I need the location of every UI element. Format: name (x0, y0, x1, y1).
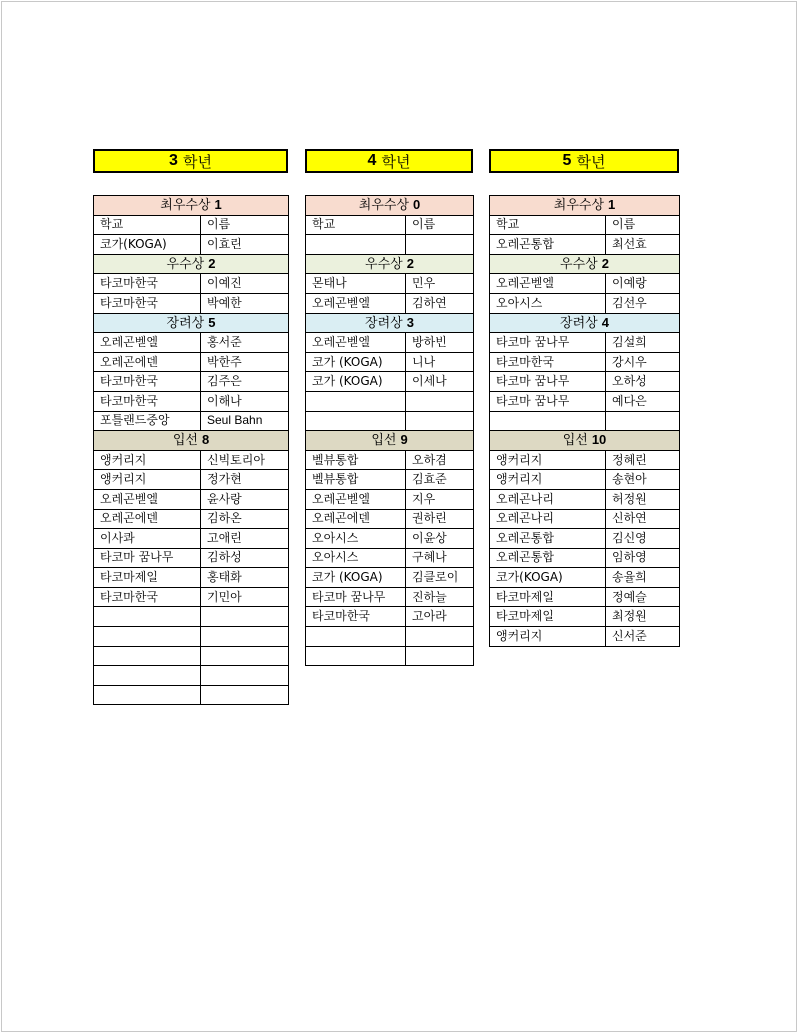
table-row (306, 333, 474, 353)
school-cell: 오레곤에덴 (94, 509, 201, 529)
selection-award-header (306, 431, 474, 451)
table-row (490, 391, 680, 411)
name-cell (606, 411, 680, 431)
name-cell: 이름 (606, 215, 680, 235)
table-row (94, 568, 289, 588)
table-row (94, 235, 289, 255)
table-row (94, 489, 289, 509)
table-row (94, 548, 289, 568)
award-label: 입선 (562, 433, 588, 449)
school-cell: 오레곤벧엘 (94, 489, 201, 509)
table-row (306, 529, 474, 549)
school-cell: 오레곤에덴 (94, 352, 201, 372)
grade-number: 4 (367, 152, 377, 169)
name-cell: 이예진 (201, 274, 289, 294)
school-cell: 오아시스 (306, 529, 406, 549)
name-cell: 진하늘 (406, 587, 474, 607)
encouragement-award-header (94, 313, 289, 333)
school-cell (94, 685, 201, 705)
table-row (490, 548, 680, 568)
table-row (94, 372, 289, 392)
name-cell: 김선우 (606, 293, 680, 313)
name-cell: 김하온 (201, 509, 289, 529)
table-row (94, 411, 289, 431)
award-label: 입선 (371, 433, 397, 449)
name-cell: 오하겸 (406, 450, 474, 470)
table-row (490, 607, 680, 627)
award-count: 8 (201, 432, 210, 448)
award-label: 우수상 (560, 257, 598, 273)
excellent-award-header (490, 254, 680, 274)
school-cell: 타코마제일 (490, 587, 606, 607)
school-cell: 벨뷰통합 (306, 450, 406, 470)
name-cell: 이효린 (201, 235, 289, 255)
encouragement-award-header (306, 313, 474, 333)
name-cell: 오하성 (606, 372, 680, 392)
excellent-award-header (306, 254, 474, 274)
table-row (94, 215, 289, 235)
school-cell: 코가(KOGA) (490, 568, 606, 588)
name-cell: 고애린 (201, 529, 289, 549)
school-cell: 코가 (KOGA) (306, 352, 406, 372)
award-table (93, 195, 289, 705)
table-row (306, 215, 474, 235)
name-cell: 기민아 (201, 587, 289, 607)
name-cell: 권하린 (406, 509, 474, 529)
name-cell: 임하영 (606, 548, 680, 568)
school-cell: 타코마 꿈나무 (490, 391, 606, 411)
table-row (306, 235, 474, 255)
school-cell: 앵커리지 (490, 627, 606, 647)
school-cell: 코가 (KOGA) (306, 568, 406, 588)
excellent-award-title (490, 254, 680, 274)
encouragement-award-title (306, 313, 474, 333)
table-row (94, 450, 289, 470)
school-cell: 벨뷰통합 (306, 470, 406, 490)
school-cell: 오레곤벧엘 (94, 333, 201, 353)
name-cell: 정가현 (201, 470, 289, 490)
name-cell: 송현아 (606, 470, 680, 490)
table-row (94, 529, 289, 549)
name-cell: 이예랑 (606, 274, 680, 294)
name-cell: 이름 (201, 215, 289, 235)
award-table (305, 195, 474, 666)
name-cell: 박예한 (201, 293, 289, 313)
table-row (490, 293, 680, 313)
school-cell: 오레곤통합 (490, 548, 606, 568)
school-cell: 코가 (KOGA) (306, 372, 406, 392)
award-count: 2 (208, 256, 216, 272)
school-cell: 오레곤벧엘 (306, 293, 406, 313)
table-row (490, 470, 680, 490)
name-cell: 민우 (406, 274, 474, 294)
name-cell: Seul Bahn (201, 411, 289, 431)
name-cell: 김효준 (406, 470, 474, 490)
table-row (490, 587, 680, 607)
school-cell (94, 627, 201, 647)
selection-award-title (490, 431, 680, 451)
table-row (306, 274, 474, 294)
table-row (306, 391, 474, 411)
grade-number: 5 (562, 152, 572, 169)
school-cell: 오레곤벧엘 (490, 274, 606, 294)
table-row (306, 489, 474, 509)
excellent-award-title (306, 254, 474, 274)
school-cell: 학교 (490, 215, 606, 235)
table-row (306, 627, 474, 647)
name-cell: 최선효 (606, 235, 680, 255)
table-row (94, 666, 289, 686)
excellent-award-header (94, 254, 289, 274)
table-row (94, 352, 289, 372)
best-award-title (490, 196, 680, 216)
table-row (94, 587, 289, 607)
name-cell: 정예슬 (606, 587, 680, 607)
school-cell (94, 646, 201, 666)
table-row (94, 293, 289, 313)
school-cell (94, 607, 201, 627)
award-label: 우수상 (166, 257, 205, 273)
grade-word: 학년 (576, 152, 606, 171)
table-row (306, 646, 474, 666)
name-cell: 홍태화 (201, 568, 289, 588)
grade-word: 학년 (381, 152, 411, 171)
best-award-header (94, 196, 289, 216)
school-cell: 앵커리지 (490, 450, 606, 470)
name-cell: 구혜나 (406, 548, 474, 568)
school-cell (306, 391, 406, 411)
school-cell: 몬태나 (306, 274, 406, 294)
award-label: 장려상 (365, 315, 403, 331)
school-cell: 오레곤나리 (490, 509, 606, 529)
encouragement-award-title (490, 313, 680, 333)
school-cell: 타코마 꿈나무 (94, 548, 201, 568)
table-row (94, 509, 289, 529)
selection-award-title (306, 431, 474, 451)
school-cell: 학교 (94, 215, 201, 235)
table-row (490, 627, 680, 647)
award-count: 9 (400, 432, 408, 448)
name-cell: 강시우 (606, 352, 680, 372)
table-row (490, 372, 680, 392)
table-row (94, 627, 289, 647)
grade-word: 학년 (182, 152, 212, 171)
award-count: 5 (208, 314, 216, 330)
table-row (306, 352, 474, 372)
award-count: 4 (601, 314, 609, 330)
school-cell: 타코마한국 (94, 372, 201, 392)
name-cell: 지우 (406, 489, 474, 509)
best-award-title (306, 196, 474, 216)
table-row (306, 568, 474, 588)
table-row (94, 646, 289, 666)
selection-award-title (94, 431, 289, 451)
school-cell: 오아시스 (490, 293, 606, 313)
award-label: 최우수상 (160, 198, 211, 214)
name-cell: 예다은 (606, 391, 680, 411)
best-award-title (94, 196, 289, 216)
school-cell: 타코마한국 (94, 293, 201, 313)
school-cell: 오아시스 (306, 548, 406, 568)
table-row (94, 333, 289, 353)
name-cell (406, 235, 474, 255)
name-cell (201, 607, 289, 627)
award-count: 3 (406, 314, 414, 330)
school-cell: 타코마 꿈나무 (490, 372, 606, 392)
name-cell: 이세나 (406, 372, 474, 392)
award-label: 최우수상 (358, 198, 409, 214)
name-cell: 이윤상 (406, 529, 474, 549)
school-cell: 타코마제일 (94, 568, 201, 588)
name-cell: 정혜린 (606, 450, 680, 470)
table-row (490, 568, 680, 588)
school-cell: 오레곤벧엘 (306, 333, 406, 353)
table-row (490, 489, 680, 509)
name-cell (201, 666, 289, 686)
school-cell: 타코마한국 (94, 391, 201, 411)
name-cell: 최정원 (606, 607, 680, 627)
table-row (306, 470, 474, 490)
table-row (490, 235, 680, 255)
table-row (490, 509, 680, 529)
name-cell: 이해나 (201, 391, 289, 411)
name-cell: 김신영 (606, 529, 680, 549)
school-cell (306, 235, 406, 255)
school-cell: 포틀랜드중앙 (94, 411, 201, 431)
name-cell: 허정원 (606, 489, 680, 509)
name-cell: 신하연 (606, 509, 680, 529)
school-cell: 오레곤에덴 (306, 509, 406, 529)
grade-title (93, 149, 288, 173)
school-cell (490, 411, 606, 431)
award-count: 10 (591, 432, 607, 448)
name-cell: 니나 (406, 352, 474, 372)
table-row (306, 607, 474, 627)
name-cell (201, 627, 289, 647)
table-row (306, 587, 474, 607)
school-cell (306, 646, 406, 666)
award-label: 장려상 (560, 315, 598, 331)
award-count: 1 (608, 197, 616, 213)
award-label: 우수상 (365, 257, 403, 273)
name-cell: 고아라 (406, 607, 474, 627)
table-row (94, 274, 289, 294)
best-award-header (490, 196, 680, 216)
name-cell: 신서준 (606, 627, 680, 647)
name-cell (406, 391, 474, 411)
best-award-header (306, 196, 474, 216)
table-row (306, 509, 474, 529)
award-count: 2 (406, 256, 414, 272)
name-cell: 이름 (406, 215, 474, 235)
award-count: 2 (601, 256, 609, 272)
table-row (306, 293, 474, 313)
encouragement-award-header (490, 313, 680, 333)
grade-title (489, 149, 679, 173)
school-cell: 타코마제일 (490, 607, 606, 627)
school-cell: 학교 (306, 215, 406, 235)
table-row (306, 372, 474, 392)
table-row (94, 391, 289, 411)
name-cell (406, 646, 474, 666)
school-cell: 코가(KOGA) (94, 235, 201, 255)
name-cell: 홍서준 (201, 333, 289, 353)
name-cell: 김주은 (201, 372, 289, 392)
table-row (490, 333, 680, 353)
name-cell: 신빅토리아 (201, 450, 289, 470)
school-cell: 타코마한국 (94, 587, 201, 607)
table-row (306, 548, 474, 568)
name-cell (201, 646, 289, 666)
name-cell: 송율희 (606, 568, 680, 588)
school-cell: 오레곤통합 (490, 529, 606, 549)
school-cell: 앵커리지 (94, 450, 201, 470)
table-row (490, 411, 680, 431)
table-row (490, 274, 680, 294)
table-row (306, 411, 474, 431)
school-cell: 오레곤통합 (490, 235, 606, 255)
table-row (490, 529, 680, 549)
table-row (306, 450, 474, 470)
name-cell: 김설희 (606, 333, 680, 353)
name-cell: 김하성 (201, 548, 289, 568)
encouragement-award-title (94, 313, 289, 333)
table-row (490, 450, 680, 470)
name-cell: 방하빈 (406, 333, 474, 353)
school-cell: 이사콰 (94, 529, 201, 549)
grade-title (305, 149, 473, 173)
excellent-award-title (94, 254, 289, 274)
school-cell (306, 627, 406, 647)
table-row (94, 607, 289, 627)
table-row (490, 352, 680, 372)
table-row (94, 685, 289, 705)
award-label: 장려상 (166, 315, 205, 331)
school-cell: 앵커리지 (490, 470, 606, 490)
school-cell: 타코마 꿈나무 (490, 333, 606, 353)
award-table (489, 195, 680, 647)
school-cell (306, 411, 406, 431)
school-cell: 오레곤나리 (490, 489, 606, 509)
school-cell: 타코마 꿈나무 (306, 587, 406, 607)
award-count: 1 (214, 197, 222, 213)
award-label: 최우수상 (553, 198, 604, 214)
name-cell (406, 627, 474, 647)
name-cell: 김하연 (406, 293, 474, 313)
name-cell (201, 685, 289, 705)
award-count: 0 (413, 197, 421, 213)
school-cell: 타코마한국 (306, 607, 406, 627)
table-row (94, 470, 289, 490)
school-cell (94, 666, 201, 686)
name-cell (406, 411, 474, 431)
school-cell: 앵커리지 (94, 470, 201, 490)
name-cell: 박한주 (201, 352, 289, 372)
selection-award-header (490, 431, 680, 451)
school-cell: 타코마한국 (490, 352, 606, 372)
name-cell: 김클로이 (406, 568, 474, 588)
selection-award-header (94, 431, 289, 451)
table-row (490, 215, 680, 235)
award-label: 입선 (172, 433, 198, 449)
name-cell: 윤사랑 (201, 489, 289, 509)
school-cell: 타코마한국 (94, 274, 201, 294)
grade-number: 3 (169, 152, 178, 169)
school-cell: 오레곤벧엘 (306, 489, 406, 509)
